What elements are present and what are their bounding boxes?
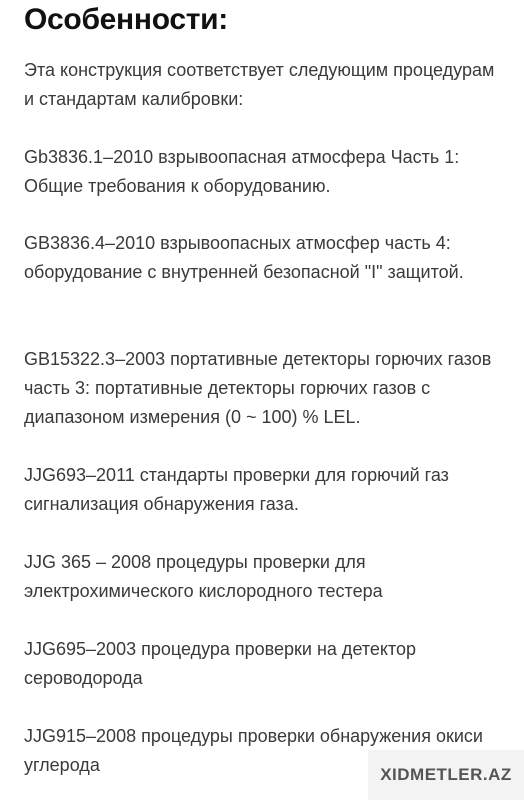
features-heading: Особенности: — [24, 3, 228, 36]
standard-paragraph: JJG695–2003 процедура проверки на детектор сероводорода — [24, 639, 417, 688]
intro-paragraph: Эта конструкция соответствует следующим процедурам и стандартам калибровки: — [24, 60, 495, 109]
site-watermark — [368, 750, 524, 800]
standard-paragraph: Gb3836.1–2010 взрывоопасная атмосфера Часть 1: Общие требования к оборудованию. — [24, 147, 460, 196]
standard-paragraph: GB15322.3–2003 портативные детекторы горючих газов часть 3: портативные детекторы горючих газов с диапазоном измерения (0 ~ 100) % LEL. — [24, 349, 492, 427]
standard-paragraph: GB3836.4–2010 взрывоопасных атмосфер часть 4: оборудование с внутренней безопасной "I" защитой. — [24, 233, 464, 282]
watermark-text: XIDMETLER.AZ — [380, 765, 512, 784]
standard-paragraph: JJG915–2008 процедуры проверки обнаружения окиси углерода — [24, 726, 483, 775]
standard-paragraph: JJG693–2011 стандарты проверки для горючий газ сигнализация обнаружения газа. — [24, 465, 449, 514]
standard-paragraph: JJG 365 – 2008 процедуры проверки для электрохимического кислородного тестера — [24, 552, 383, 601]
